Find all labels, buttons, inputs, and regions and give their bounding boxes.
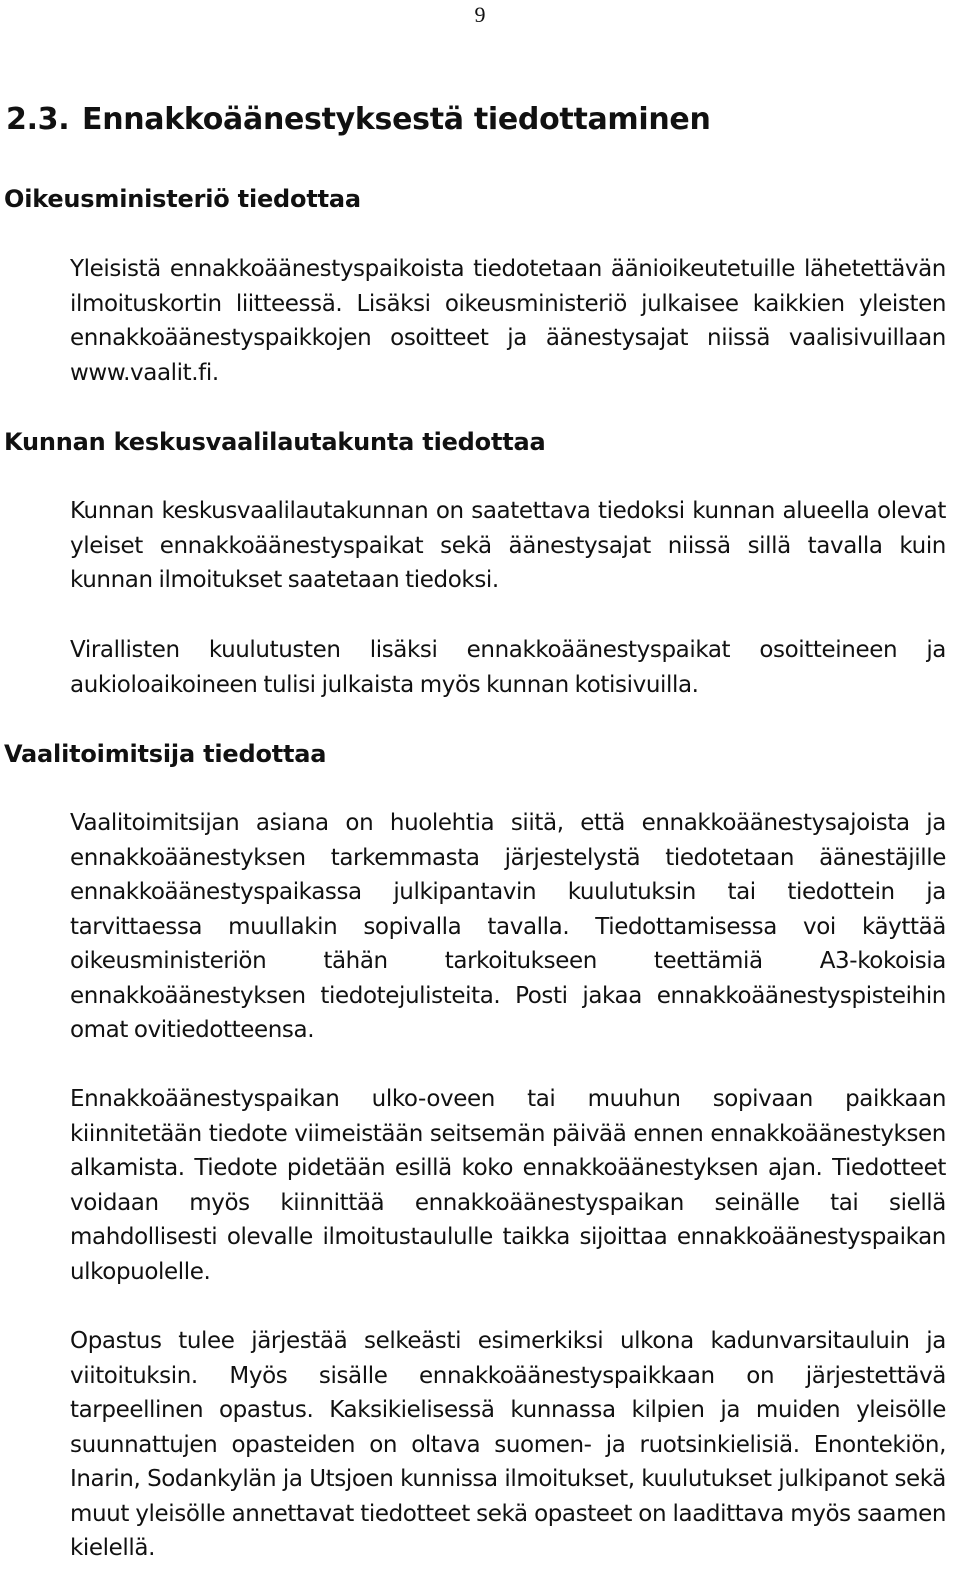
paragraph-election-official-2: Ennakkoäänestyspaikan ulko-oveen tai muuhun sopivaan paikkaan kiinnitetään tiedote viimeistään seitsemän päivää ennen ennakkoäänestyksen alkamista. Tiedote pidetään esillä koko ennakkoäänestyksen ajan. Tiedotteet voidaan myös kiinnittää ennakkoäänestyspaikan seinälle tai siellä mahdollisesti olevalle ilmoitustaululle taikka sijoittaa ennakkoäänestyspaikan ulkopuolelle. xyxy=(70,1086,946,1285)
paragraph-election-official-1: Vaalitoimitsijan asiana on huolehtia siitä, että ennakkoäänestysajoista ja ennakkoäänestyksen tarkemmasta järjestelystä tiedotetaan äänestäjille ennakkoäänestyspaikassa julkipantavin kuulutuksin tai tiedottein ja tarvittaessa muullakin sopivalla tavalla. Tiedottamisessa voi käyttää oikeusministeriön tähän tarkoitukseen teettämiä A3-kokoisia ennakkoäänestyksen tiedotejulisteita. Posti jakaa ennakkoäänestyspisteihin omat ovitiedotteensa. xyxy=(70,810,946,1043)
section-heading xyxy=(6,100,711,140)
paragraph-election-official-3: Opastus tulee järjestää selkeästi esimerkiksi ulkona kadunvarsitauluin ja viitoituksin. Myös sisälle ennakkoäänestyspaikkaan on järjestettävä tarpeellinen opastus. Kaksikielisessä kunnassa kilpien ja muiden yleisölle suunnattujen opasteiden on oltava suomen- ja ruotsinkielisiä. Enontekiön, Inarin, Sodankylän ja Utsjoen kunnissa ilmoitukset, kuulutukset julkipanot sekä muut yleisölle annettavat tiedotteet sekä opasteet on laadittava myös saamen kielellä. xyxy=(70,1328,946,1561)
paragraph-municipal-board-2: Virallisten kuulutusten lisäksi ennakkoäänestyspaikat osoitteineen ja aukioloaikoineen tulisi julkaista myös kunnan kotisivuilla. xyxy=(70,637,946,698)
page-number: 9 xyxy=(474,2,486,27)
subheading-ministry: Oikeusministeriö tiedottaa xyxy=(4,185,361,213)
paragraph-ministry-1: Yleisistä ennakkoäänestyspaikoista tiedotetaan äänioikeutetuille lähetettävän ilmoituskortin liitteessä. Lisäksi oikeusministeriö julkaisee kaikkien yleisten ennakkoäänestyspaikkojen osoitteet ja äänestysajat niissä vaalisivuillaan www.vaalit.fi. xyxy=(70,256,946,386)
subheading-election-official: Vaalitoimitsija tiedottaa xyxy=(4,740,327,768)
section-title: Ennakkoäänestyksestä tiedottaminen xyxy=(82,102,711,137)
subheading-municipal-board: Kunnan keskusvaalilautakunta tiedottaa xyxy=(4,428,546,456)
paragraph-municipal-board-1: Kunnan keskusvaalilautakunnan on saatettava tiedoksi kunnan alueella olevat yleiset ennakkoäänestyspaikat sekä äänestysajat niissä sillä tavalla kuin kunnan ilmoitukset saatetaan tiedoksi. xyxy=(70,498,946,593)
section-number: 2.3. xyxy=(6,102,70,137)
